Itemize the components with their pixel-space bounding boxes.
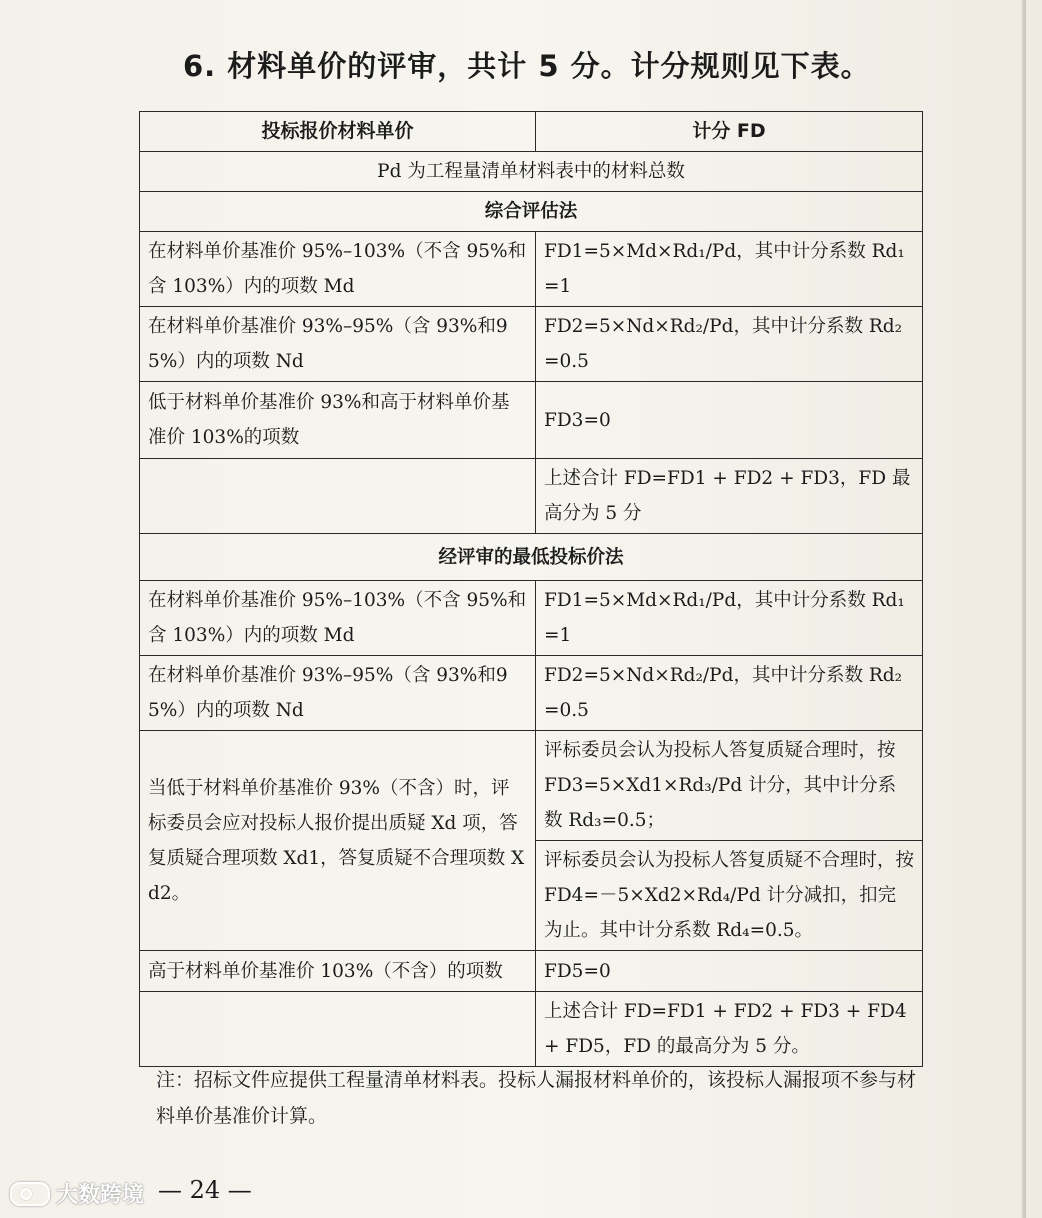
score-cell: 评标委员会认为投标人答复质疑不合理时，按 FD4=－5×Xd2×Rd₄/Pd 计分减扣，扣完为止。其中计分系数 Rd₄=0.5。 [536,841,923,951]
table-row [140,152,923,192]
section-title-lowest-price: 经评审的最低投标价法 [140,534,923,581]
condition-cell [140,992,536,1067]
section-title-comprehensive: 综合评估法 [140,192,923,232]
header-score-fd: 计分 FD [536,112,923,152]
table-row [140,581,923,656]
condition-cell: 在材料单价基准价 95%–103%（不含 95%和含 103%）内的项数 Md [140,232,536,307]
scoring-table [139,111,923,1067]
condition-cell: 在材料单价基准价 95%–103%（不含 95%和含 103%）内的项数 Md [140,581,536,656]
condition-cell: 低于材料单价基准价 93%和高于材料单价基准价 103%的项数 [140,382,536,459]
table-row [140,534,923,581]
table-row [140,232,923,307]
condition-cell: 在材料单价基准价 93%–95%（含 93%和95%）内的项数 Nd [140,656,536,731]
page-edge [1022,0,1026,1218]
header-bid-material-price: 投标报价材料单价 [140,112,536,152]
table-row [140,731,923,841]
pd-definition: Pd 为工程量清单材料表中的材料总数 [140,152,923,192]
table-row [140,459,923,534]
score-cell: FD5=0 [536,951,923,992]
watermark-text: 大数跨境 [56,1183,145,1208]
table-row [140,992,923,1067]
table-row [140,307,923,382]
condition-cell: 在材料单价基准价 93%–95%（含 93%和95%）内的项数 Nd [140,307,536,382]
table-row [140,192,923,232]
score-cell: FD3=0 [536,382,923,459]
watermark-logo-icon [10,1182,50,1206]
table-row [140,656,923,731]
score-cell: FD1=5×Md×Rd₁/Pd，其中计分系数 Rd₁=1 [536,232,923,307]
score-cell: FD1=5×Md×Rd₁/Pd，其中计分系数 Rd₁=1 [536,581,923,656]
condition-cell [140,459,536,534]
table-row [140,382,923,459]
section-heading: 6. 材料单价的评审，共计 5 分。计分规则见下表。 [183,49,871,83]
page-number: — 24 — [158,1176,252,1204]
watermark [10,1178,144,1209]
score-cell: 上述合计 FD=FD1 + FD2 + FD3 + FD4 + FD5，FD 的最高分为 5 分。 [536,992,923,1067]
table-row [140,951,923,992]
condition-cell: 高于材料单价基准价 103%（不含）的项数 [140,951,536,992]
footnote: 注：招标文件应提供工程量清单材料表。投标人漏报材料单价的，该投标人漏报项不参与材料单价基准价计算。 [156,1069,917,1127]
score-cell: FD2=5×Nd×Rd₂/Pd，其中计分系数 Rd₂=0.5 [536,656,923,731]
score-cell: FD2=5×Nd×Rd₂/Pd，其中计分系数 Rd₂=0.5 [536,307,923,382]
condition-cell: 当低于材料单价基准价 93%（不含）时，评标委员会应对投标人报价提出质疑 Xd 项，答复质疑合理项数 Xd1，答复质疑不合理项数 Xd2。 [140,731,536,951]
table-header-row [140,112,923,152]
score-cell: 评标委员会认为投标人答复质疑合理时，按 FD3=5×Xd1×Rd₃/Pd 计分，其中计分系数 Rd₃=0.5； [536,731,923,841]
score-cell: 上述合计 FD=FD1 + FD2 + FD3，FD 最高分为 5 分 [536,459,923,534]
